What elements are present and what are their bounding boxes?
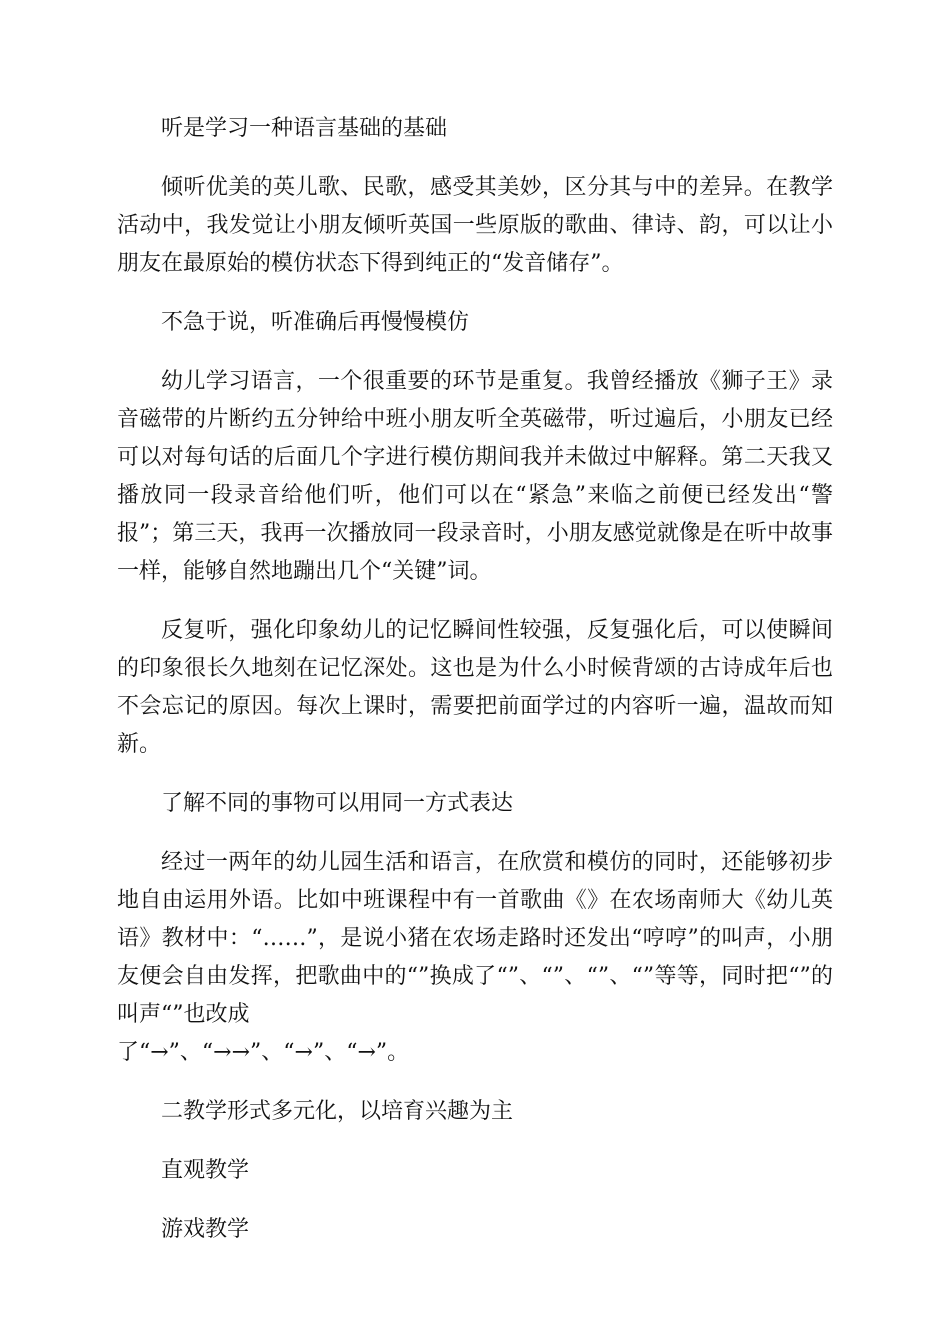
heading-game-teaching: 游戏教学 (161, 1217, 250, 1242)
heading-diverse-teaching: 二教学形式多元化，以培育兴趣为主 (161, 1099, 514, 1124)
paragraph-reinforce-memory: 反复听，强化印象幼儿的记忆瞬间性较强，反复强化后，可以使瞬间的印象很长久地刻在记忆深处。这也是为什么小时候背颂的古诗成年后也不会忘记的原因。每次上课时，需要把前面学过的内容听一遍，温故而知新。 (117, 618, 833, 757)
heading-same-expression: 了解不同的事物可以用同一方式表达 (161, 791, 514, 816)
heading-listening-basis: 听是学习一种语言基础的基础 (161, 116, 448, 141)
document-page (117, 110, 833, 1270)
heading-visual-teaching: 直观教学 (161, 1158, 250, 1183)
paragraph-free-use-main: 经过一两年的幼儿园生活和语言，在欣赏和模仿的同时，还能够初步地自由运用外语。比如中班课程中有一首歌曲《》在农场南师大《幼儿英语》教材中：“……”，是说小猪在农场走路时还发出“哼哼”的叫声，小朋友便会自由发挥，把歌曲中的“”换成了“”、“”、“”、“”等等，同时把“”的叫声“”也改成 (117, 850, 833, 1027)
paragraph-free-use-tail: 了“→”、“→→”、“→”、“→”。 (117, 1040, 410, 1065)
heading-listen-then-imitate: 不急于说，听准确后再慢慢模仿 (161, 310, 470, 335)
paragraph-free-use (117, 844, 833, 1072)
paragraph-listen-songs: 倾听优美的英儿歌、民歌，感受其美妙，区分其与中的差异。在教学活动中，我发觉让小朋友倾听英国一些原版的歌曲、律诗、韵，可以让小朋友在最原始的模仿状态下得到纯正的“发音储存”。 (117, 175, 833, 276)
paragraph-repetition: 幼儿学习语言，一个很重要的环节是重复。我曾经播放《狮子王》录音磁带的片断约五分钟给中班小朋友听全英磁带，听过遍后，小朋友已经可以对每句话的后面几个字进行模仿期间我并未做过中解释。第二天我又播放同一段录音给他们听，他们可以在“紧急”来临之前便已经发出“警报”；第三天，我再一次播放同一段录音时，小朋友感觉就像是在听中故事一样，能够自然地蹦出几个“关键”词。 (117, 369, 833, 584)
